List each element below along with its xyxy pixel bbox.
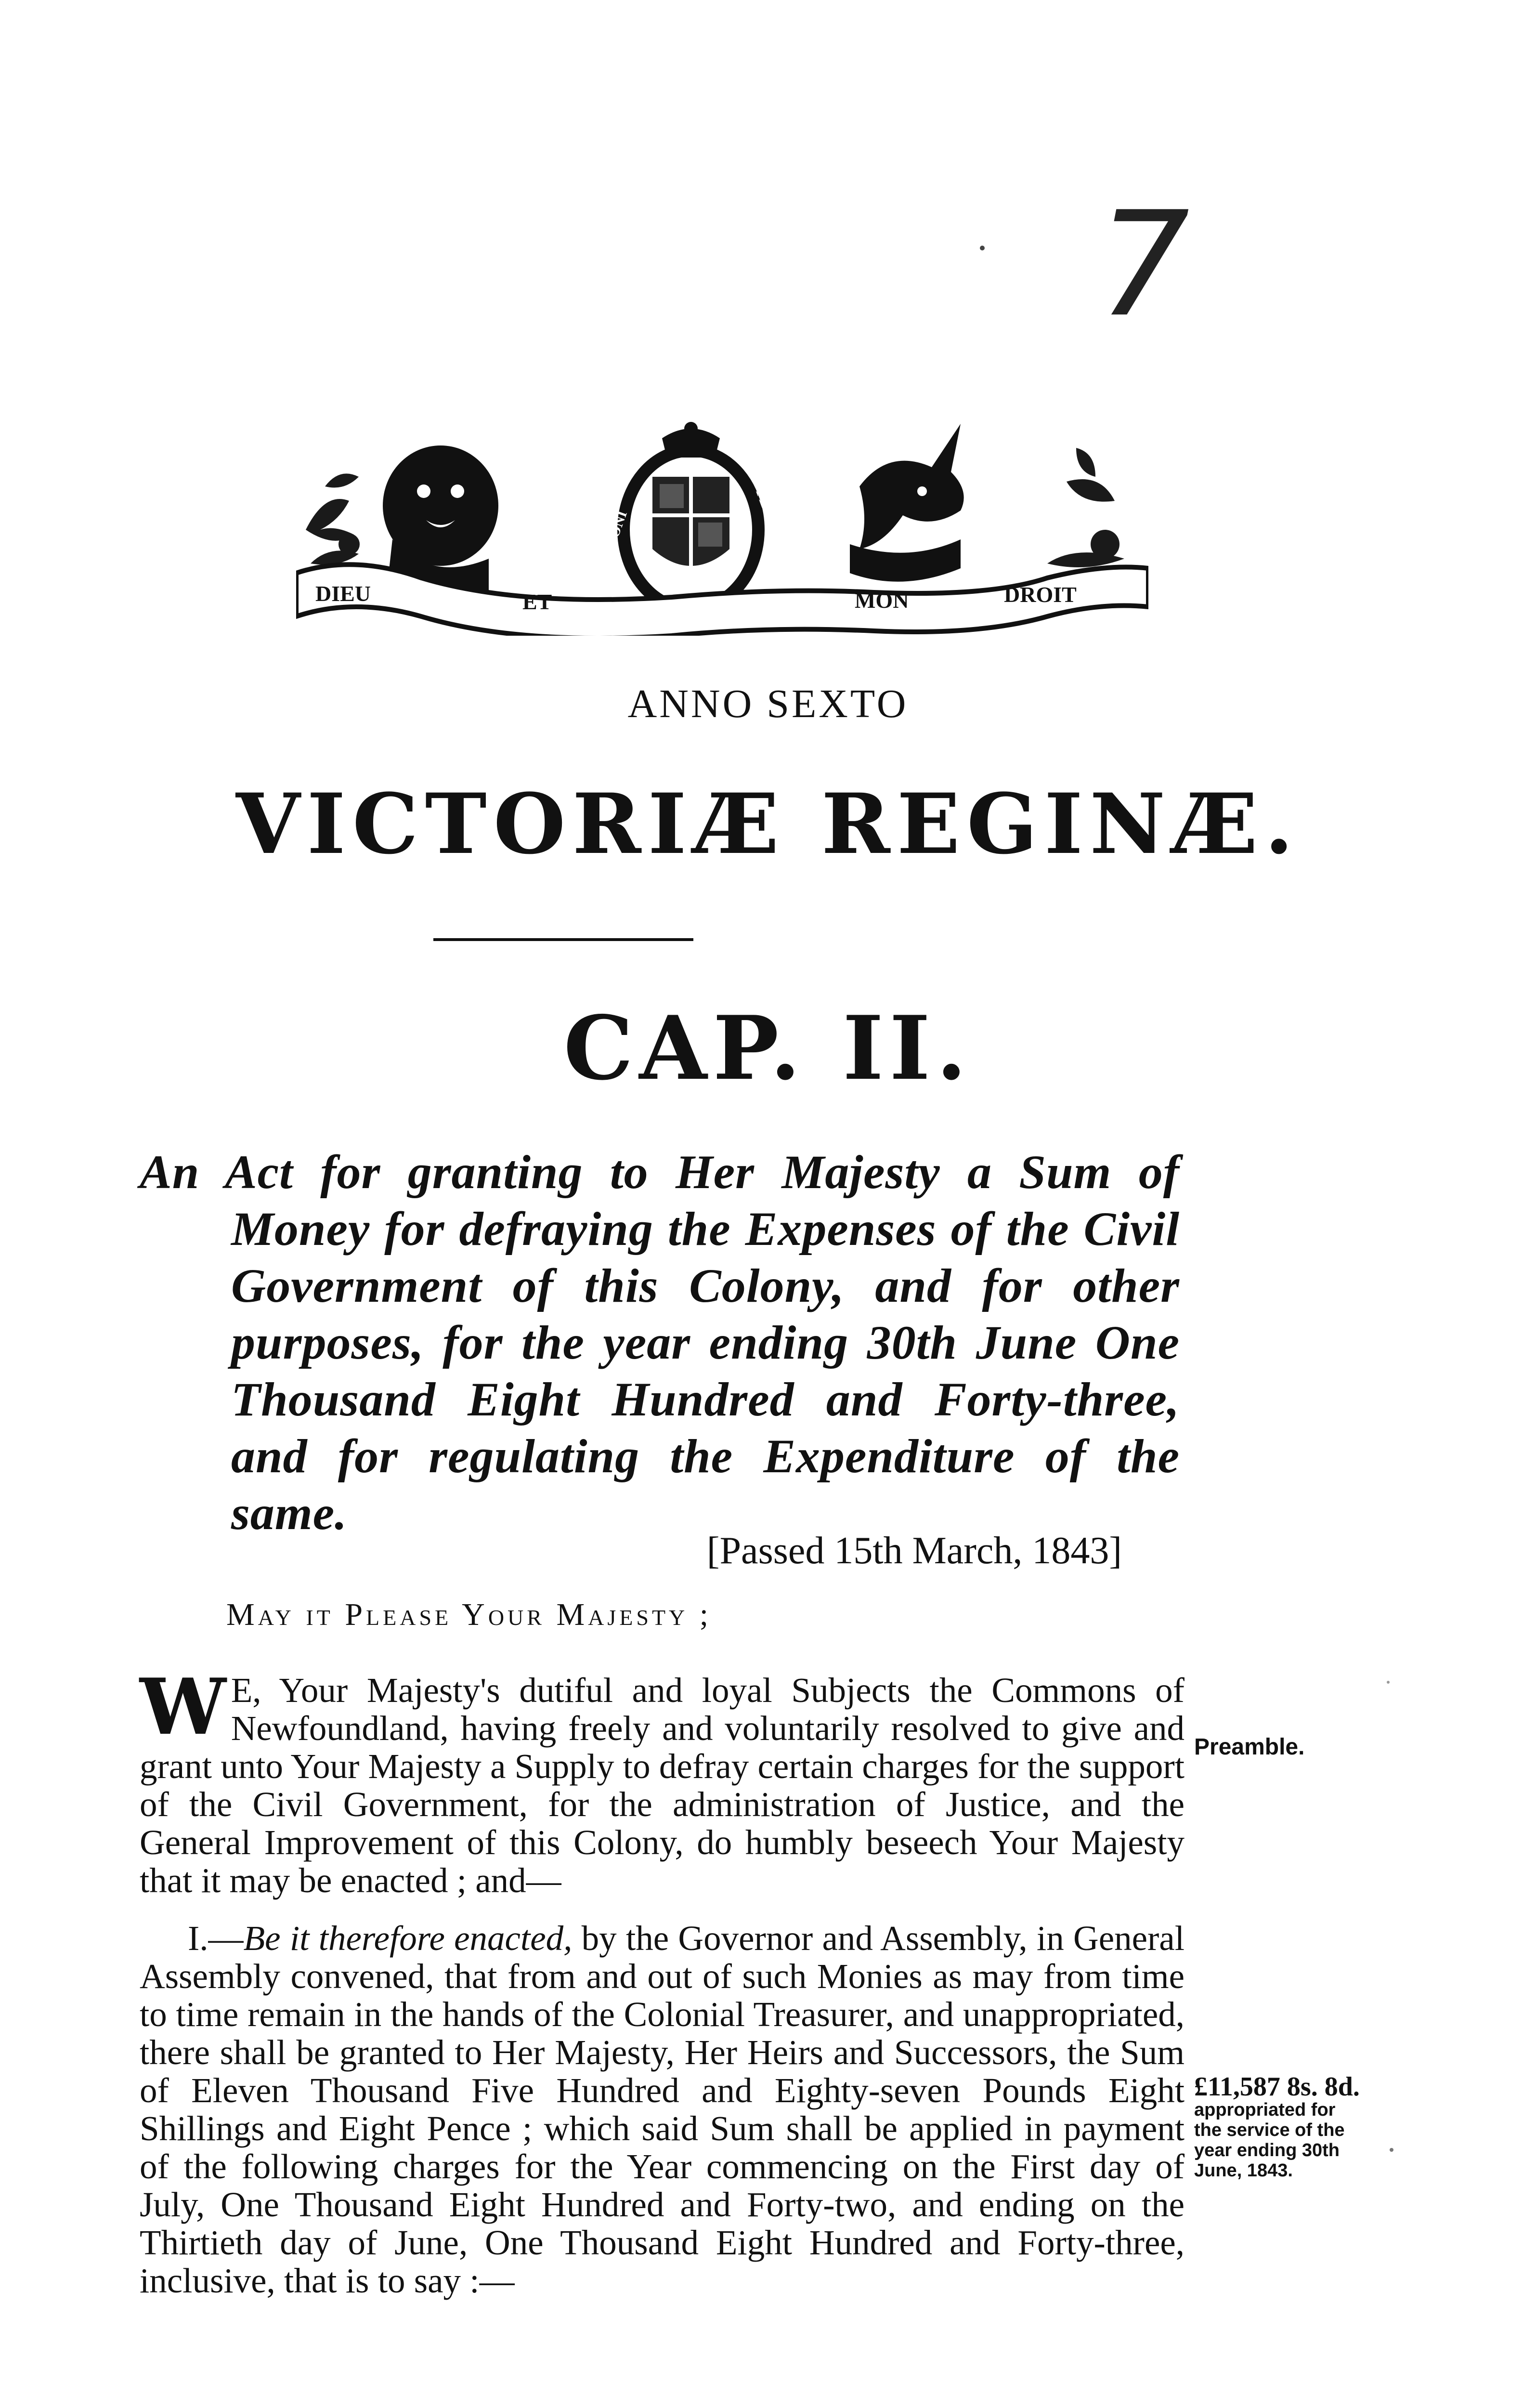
drop-cap: W — [140, 1662, 226, 1752]
motto-mon: MON — [855, 588, 909, 613]
stray-mark — [980, 246, 985, 250]
appropriation-detail: appropriated for the service of the year ending 30th June, 1843. — [1194, 2100, 1345, 2181]
appropriation-amount: £11,587 8s. 8d. — [1194, 2072, 1360, 2102]
section-1-paragraph — [140, 1919, 1185, 2300]
motto-et: ET — [522, 589, 552, 614]
preamble-paragraph — [140, 1662, 1185, 1900]
preamble-text: E, Your Majesty's dutiful and loyal Subjects the Commons of Newfoundland, having freely and voluntarily resolved to give and grant unto Your Majesty a Supply to defray certain charges for the support of the Civil Government, for the administration of Justice, and the General Improvement of this Colony, do humbly beseech Your Majesty that it may be enacted ; and— — [140, 1671, 1185, 1900]
anno-heading: ANNO SEXTO — [627, 681, 909, 726]
enacting-phrase: Be it therefore enacted, — [243, 1919, 573, 1958]
divider-rule — [433, 938, 693, 941]
stray-mark — [1387, 1681, 1390, 1684]
garter-pense: PENSE — [753, 487, 784, 537]
section-number: I.— — [188, 1919, 244, 1958]
section-1-text: by the Governor and Assembly, in General Assembly convened, that from and out of such Monies as may from time to time remain in the hands of the Colonial Treasurer, and unappropriated, there shall be granted to Her Majesty, Her Heirs and Successors, the Sum of Eleven Thousand Five Hundred and Eighty-seven Pounds Eight Shillings and Eight Pence ; which said Sum shall be applied in payment of the following charges for the Year commencing on the First day of July, One Thousand Eight Hundred and Forty-two, and ending on the Thirtieth day of June, One Thousand Eight Hundred and Forty-three, inclusive, that is to say :— — [140, 1919, 1185, 2300]
garter-honi: HONI — [602, 508, 630, 550]
motto-droit: DROIT — [1004, 582, 1077, 607]
stray-mark — [1390, 2148, 1393, 2152]
regnal-title: VICTORIÆ REGINÆ. — [235, 775, 1301, 873]
motto-dieu: DIEU — [315, 581, 371, 606]
margin-note-preamble: Preamble. — [1194, 1734, 1305, 1760]
salutation: May it Please Your Majesty ; — [226, 1597, 712, 1632]
margin-note-appropriation — [1194, 2072, 1367, 2181]
page-number: 7 — [1098, 181, 1190, 349]
royal-coat-of-arms-icon — [296, 419, 1148, 636]
passed-date: [Passed 15th March, 1843] — [706, 1530, 1122, 1572]
act-title: An Act for granting to Her Majesty a Sum of Money for defraying the Expenses of the Civil Government of this Colony, and for other purposes, for the year ending 30th June One Thousand Eight Hundred and Forty-three, and for regulating the Expenditure of the same. — [140, 1145, 1180, 1540]
chapter-heading: CAP. II. — [563, 996, 973, 1099]
